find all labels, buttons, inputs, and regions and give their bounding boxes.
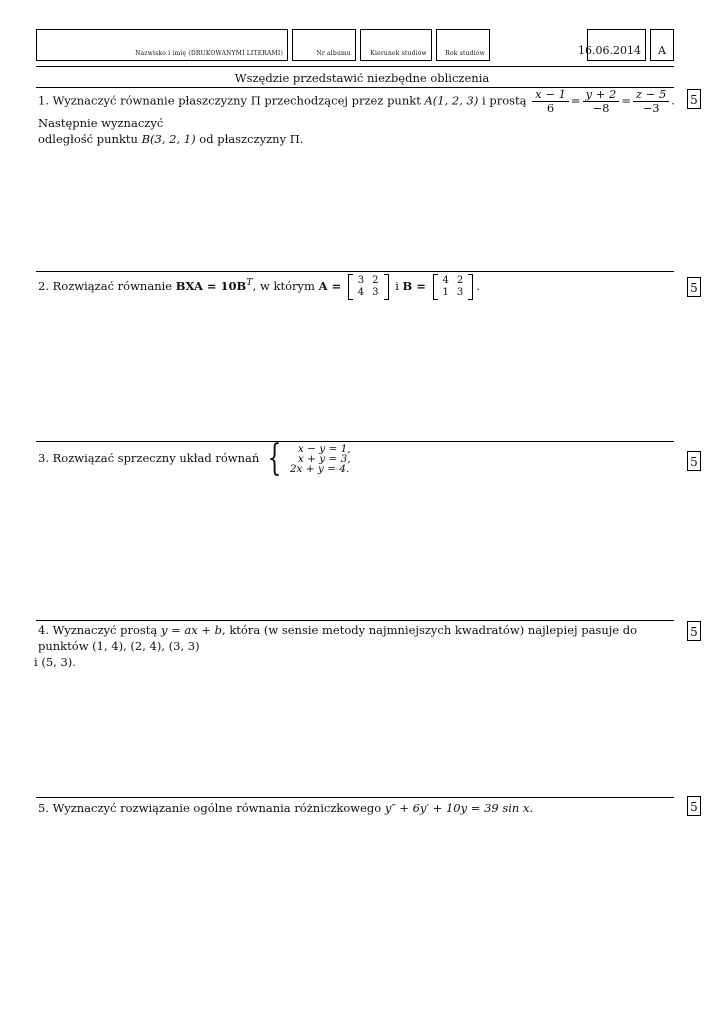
problem-1-text-e: od płaszczyzny Π. [199,132,304,146]
problem-2-text-b: , w którym [252,279,315,293]
problem-4-rule [36,620,674,621]
problem-2-rule [36,271,674,272]
system-brace: { [267,438,282,479]
problem-2-text-c: i [395,279,399,293]
problem-4 [34,622,678,670]
problem-2-number: 2. [38,279,49,293]
date: 16.06.2014 [578,44,641,57]
name-box[interactable] [36,29,288,61]
problem-5-points: 5 [687,796,701,816]
variant: A [658,44,666,57]
matrix-b: 4 2 1 3 [433,275,474,299]
problem-4-points: 5 [687,621,701,641]
problem-1-text: Wyznaczyć równanie płaszczyzny Π przechodzącej przez punkt [52,93,421,108]
point-a: A(1, 2, 3) [424,93,479,108]
fraction-z: $\frac{z - 5}{-3}$ [633,88,669,115]
problem-2-equation: BXA = 10B [175,279,247,293]
problem-1-text-d: odległość punktu [38,132,138,146]
album-label: Nr albumu [316,50,351,57]
problem-3-points: 5 [687,451,701,471]
problem-5-rule [36,797,674,798]
problem-1-text-b: i prostą [482,93,527,108]
problem-5-text: Wyznaczyć rozwiązanie ogólne równania różniczkowego [52,801,382,815]
date-box [578,29,646,61]
differential-equation: y″ + 6y′ + 10y = 39 sin x [384,801,530,815]
year-label: Rok studiów [445,50,485,57]
fraction-x: $\frac{x - 1}{6}$ [532,88,569,115]
problem-1-number: 1. [38,93,49,108]
problem-1-points: 5 [687,89,701,109]
problem-3-number: 3. [38,451,49,465]
problem-2 [38,275,678,299]
problem-5-text-b: . [529,801,534,815]
name-label: Nazwisko i imię (DRUKOWANYMI LITERAMI) [135,50,283,57]
problem-3 [38,438,678,479]
problem-4-text-b: , która (w sensie metody najmniejszych kwadratów) najlepiej pasuje do punktów (1, 4), (2, 4), (3, 3) [38,623,638,653]
equation-system [290,444,351,474]
transpose-sup: T [246,277,253,289]
problem-3-text: Rozwiązać sprzeczny układ równań [52,451,260,465]
problem-5 [38,800,678,816]
equation-3: 2x + y = 4. [289,463,350,475]
field-label: Kierunek studiów [370,50,427,57]
matrix-b-label: B = [402,279,426,293]
matrix-a: 3 2 4 3 [348,275,389,299]
instruction: Wszędzie przedstawić niezbędne obliczenia [234,71,490,85]
equation-2: x + y = 3, [297,453,351,465]
fraction-y: $\frac{y + 2}{-8}$ [583,88,620,115]
variant-box [650,29,674,61]
problem-2-text-d: . [476,279,480,293]
equation-1: x − y = 1, [297,443,351,455]
problem-4-number: 4. [38,623,49,637]
problem-1: 1. Wyznaczyć równanie płaszczyzny Π przechodzącej przez punkt A(1, 2, 3) i prostą $\frac{x - 1}{6}$ = $\frac{y + 2}{-8}$ = $\frac{z - 5}{-3}$ . Następnie wyznaczyć odległość punktu B(3, 2, 1) od płaszczyzny Π. [38,87,675,146]
problem-3-rule [36,441,674,442]
problem-1-text-c: . Następnie wyznaczyć [38,93,675,130]
line-equation: y = ax + b [160,623,223,637]
problem-4-text-c: i (5, 3). [34,655,76,669]
album-box[interactable] [292,29,356,61]
year-box[interactable] [436,29,490,61]
problem-2-points: 5 [687,277,701,297]
problem-2-text: Rozwiązać równanie [52,279,173,293]
header-rule [36,66,674,67]
problem-4-text: Wyznaczyć prostą [52,623,158,637]
point-b: B(3, 2, 1) [141,132,196,146]
problem-5-number: 5. [38,801,49,815]
matrix-a-label: A = [318,279,342,293]
field-box[interactable] [360,29,432,61]
